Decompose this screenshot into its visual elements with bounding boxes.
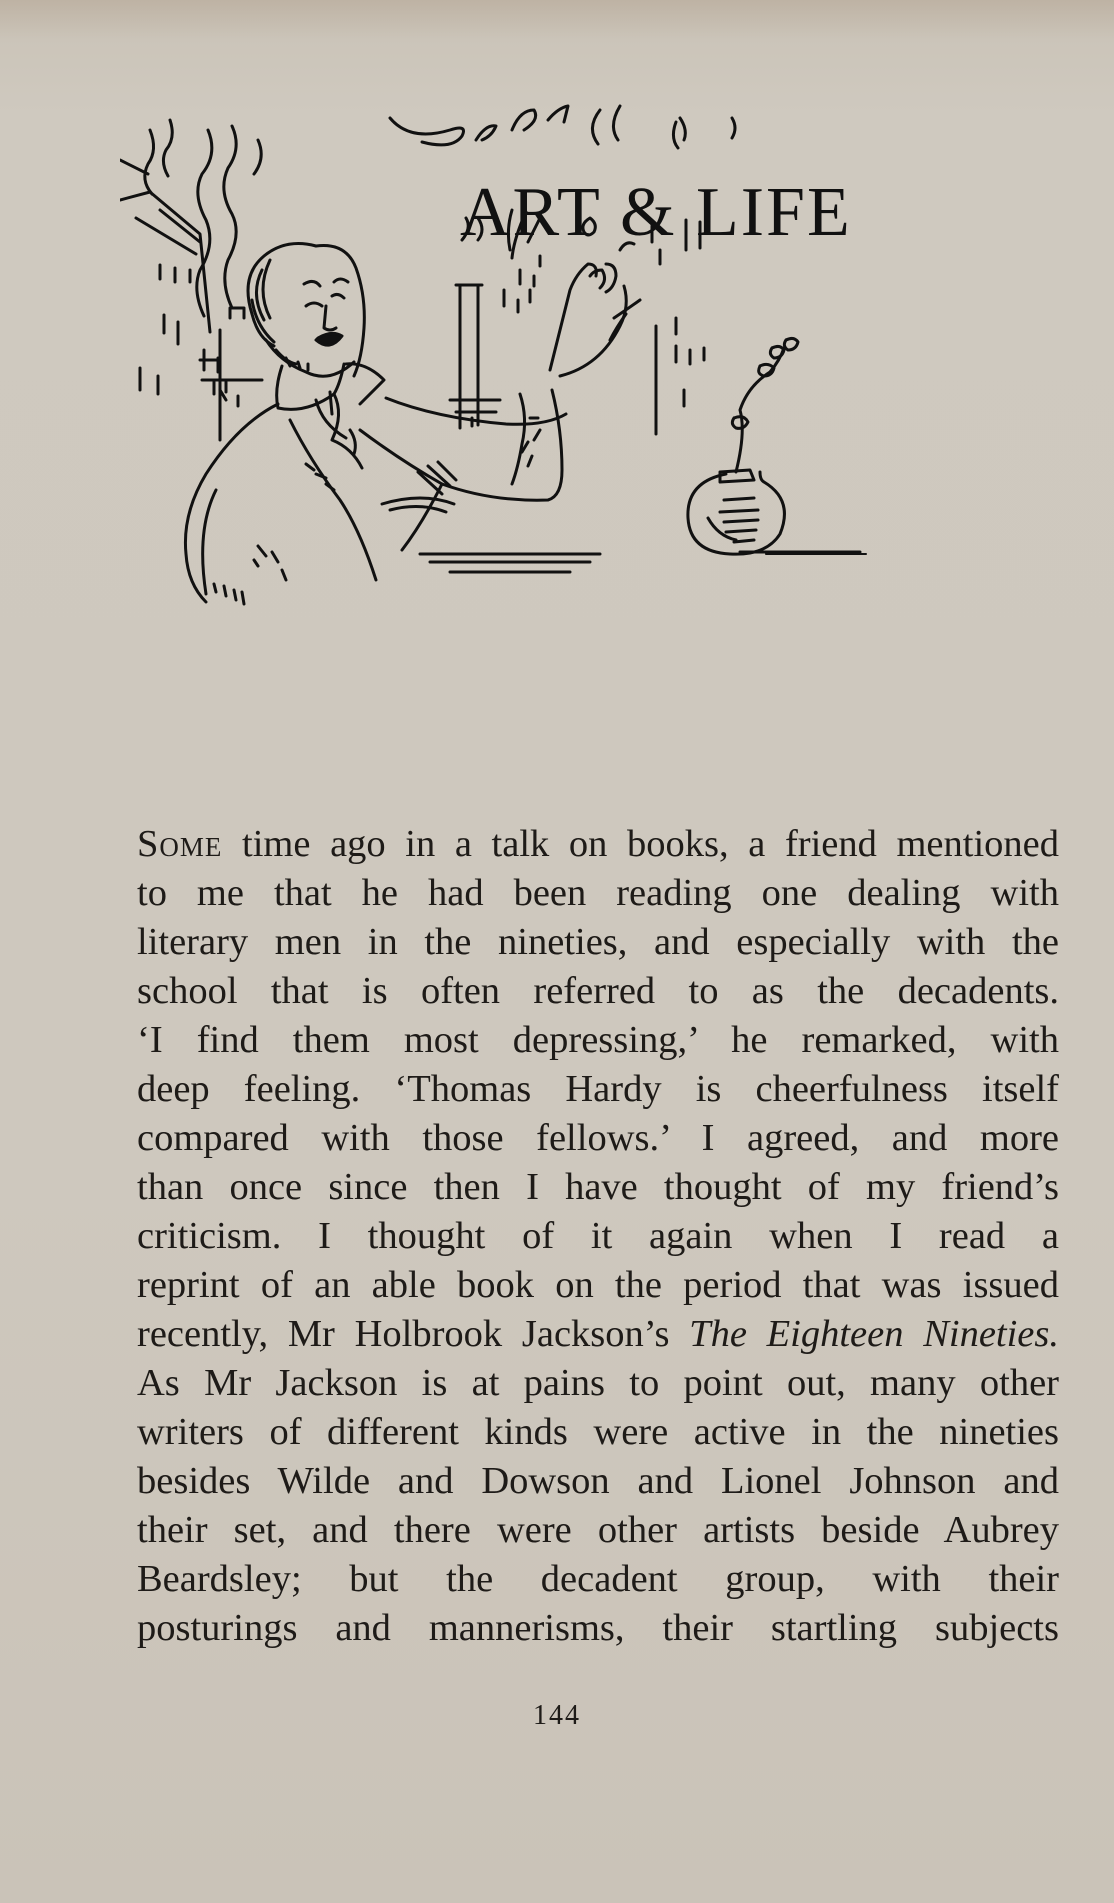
text-line: posturings and mannerisms, their startling subjects — [137, 1607, 1059, 1649]
text-line: writers of different kinds were active in the nineties — [137, 1411, 1059, 1453]
text-line: deep feeling. ‘Thomas Hardy is cheerfulness itself — [137, 1068, 1059, 1110]
text-line: to me that he had been reading one dealing with — [137, 872, 1059, 914]
page-top-edge — [0, 0, 1114, 40]
text-line: their set, and there were other artists beside Aubrey — [137, 1509, 1059, 1551]
text-line — [137, 1310, 1059, 1359]
book-title-italic: The Eighteen Nineties. — [689, 1313, 1059, 1355]
text-line: criticism. I thought of it again when I read a — [137, 1215, 1059, 1257]
text-line: As Mr Jackson is at pains to point out, many other — [137, 1362, 1059, 1404]
text-line: compared with those fellows.’ I agreed, and more — [137, 1117, 1059, 1159]
text-line: literary men in the nineties, and especially with the — [137, 921, 1059, 963]
chapter-title: ART & LIFE — [460, 174, 852, 251]
page-number: 144 — [533, 1700, 581, 1731]
text-line: besides Wilde and Dowson and Lionel Johnson and — [137, 1460, 1059, 1502]
body-paragraph — [137, 820, 1059, 1653]
text-line: school that is often referred to as the decadents. — [137, 970, 1059, 1012]
text-line: reprint of an able book on the period that was issued — [137, 1264, 1059, 1306]
drop-word: Some — [137, 823, 223, 865]
text-line-content: recently, Mr Holbrook Jackson’s — [137, 1313, 690, 1355]
text-line — [137, 820, 1059, 869]
text-line-content: time ago in a talk on books, a friend mentioned — [222, 823, 1059, 865]
text-line: ‘I find them most depressing,’ he remarked, with — [137, 1019, 1059, 1061]
text-line: than once since then I have thought of my friend’s — [137, 1166, 1059, 1208]
text-line: Beardsley; but the decadent group, with their — [137, 1558, 1059, 1600]
